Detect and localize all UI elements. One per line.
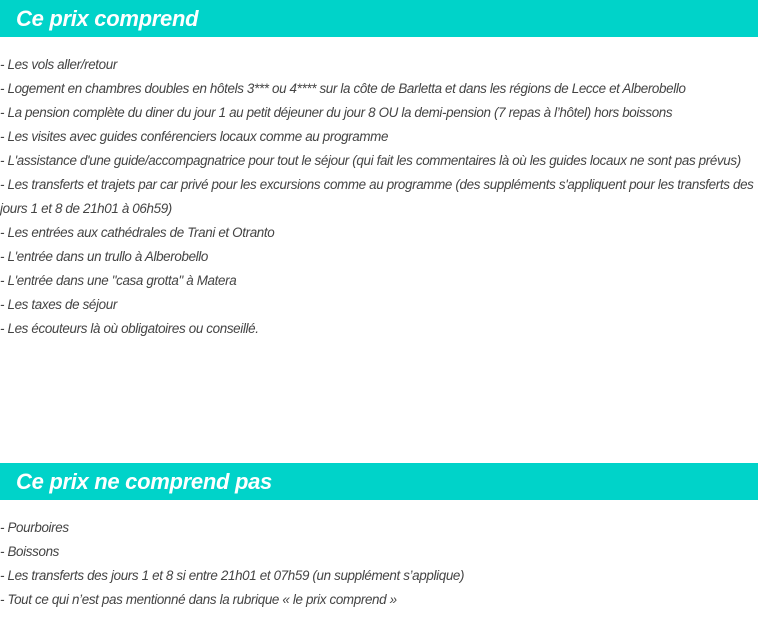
- list-item: - Tout ce qui n’est pas mentionné dans la rubrique « le prix comprend »: [0, 592, 397, 607]
- list-item: - Les entrées aux cathédrales de Trani et Otranto: [0, 225, 275, 240]
- excluded-list: [0, 516, 758, 612]
- list-item: - L'assistance d'une guide/accompagnatrice pour tout le séjour (qui fait les commentaires là où les guides locaux ne sont pas prévus): [0, 153, 741, 168]
- excluded-header: [0, 463, 758, 500]
- included-list: [0, 53, 758, 341]
- list-item: - Les vols aller/retour: [0, 57, 117, 72]
- included-title: Ce prix comprend: [16, 6, 199, 31]
- list-item: - Les taxes de séjour: [0, 297, 117, 312]
- excluded-title: Ce prix ne comprend pas: [16, 469, 272, 494]
- list-item: - Les transferts et trajets par car privé pour les excursions comme au programme (des suppléments s'appliquent pour les transferts des jours 1 et 8 de 21h01 à 06h59): [0, 177, 754, 216]
- list-item: - Pourboires: [0, 520, 69, 535]
- list-item: - Les écouteurs là où obligatoires ou conseillé.: [0, 321, 259, 336]
- list-item: - Les transferts des jours 1 et 8 si entre 21h01 et 07h59 (un supplément s’applique): [0, 568, 465, 583]
- list-item: - Boissons: [0, 544, 60, 559]
- list-item: - Logement en chambres doubles en hôtels 3*** ou 4**** sur la côte de Barletta et dans les régions de Lecce et Alberobello: [0, 81, 686, 96]
- list-item: - L'entrée dans une "casa grotta" à Matera: [0, 273, 237, 288]
- list-item: - Les visites avec guides conférenciers locaux comme au programme: [0, 129, 389, 144]
- included-header: [0, 0, 758, 37]
- list-item: - La pension complète du diner du jour 1 au petit déjeuner du jour 8 OU la demi-pension (7 repas à l’hôtel) hors boissons: [0, 105, 673, 120]
- list-item: - L'entrée dans un trullo à Alberobello: [0, 249, 209, 264]
